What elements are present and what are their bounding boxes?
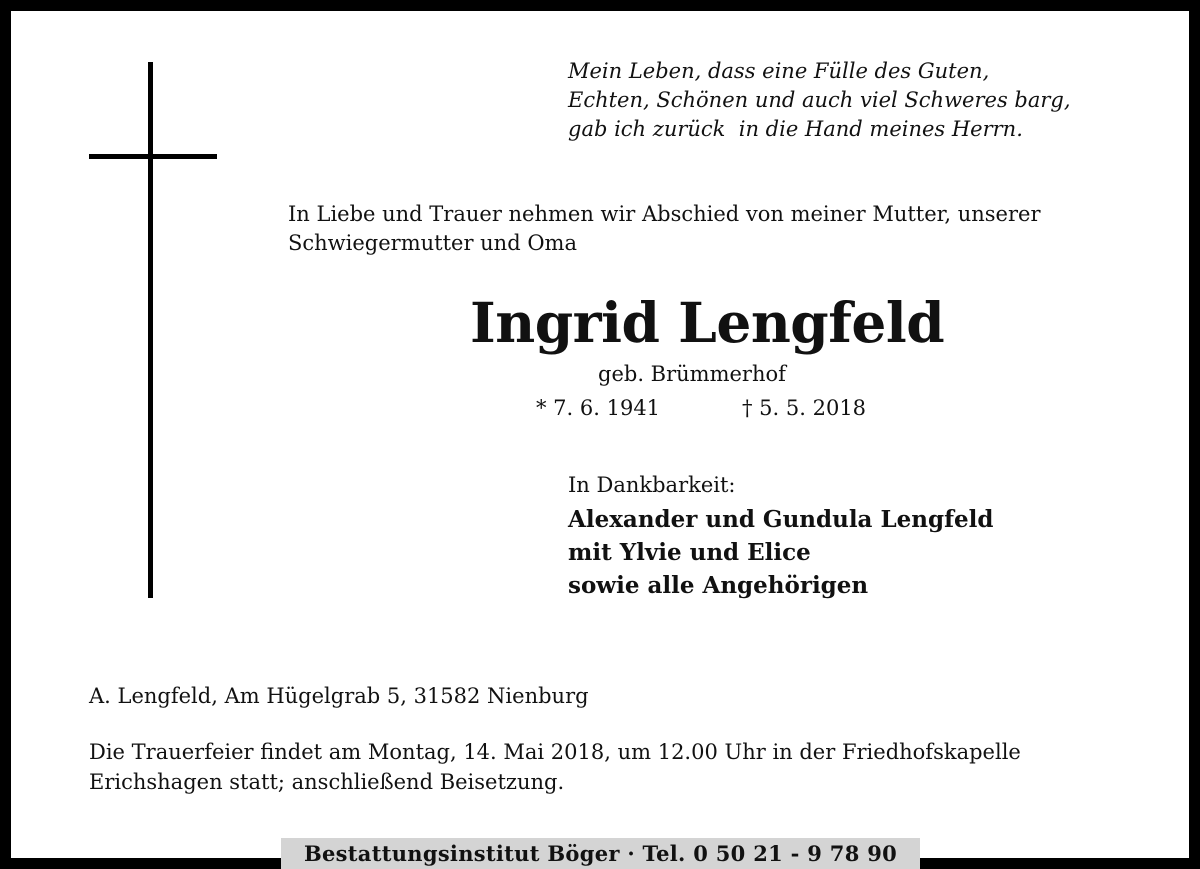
memorial-quote (568, 57, 1071, 144)
quote-line: gab ich zurück in die Hand meines Herrn. (568, 117, 1023, 141)
birth-name: geb. Brümmerhof (598, 362, 786, 386)
mourner-line: sowie alle Angehörigen (568, 572, 869, 599)
quote-line: Echten, Schönen und auch viel Schweres barg, (568, 88, 1071, 112)
mourner-line: mit Ylvie und Elice (568, 539, 811, 566)
funeral-ceremony-notice: Die Trauerfeier findet am Montag, 14. Mai 2018, um 12.00 Uhr in der Friedhofskapelle Erichshagen statt; anschließend Beisetzung. (89, 740, 1021, 794)
birth-date: * 7. 6. 1941 (536, 396, 661, 420)
gratitude-label: In Dankbarkeit: (568, 473, 736, 497)
cross-vertical-beam (148, 62, 153, 598)
death-date: † 5. 5. 2018 (742, 396, 867, 420)
deceased-name: Ingrid Lengfeld (470, 290, 945, 355)
farewell-intro: In Liebe und Trauer nehmen wir Abschied von meiner Mutter, unserer Schwiegermutter und Oma (288, 202, 1041, 255)
cross-horizontal-beam (89, 154, 217, 159)
contact-address: A. Lengfeld, Am Hügelgrab 5, 31582 Nienburg (89, 684, 589, 708)
mourners-list (568, 503, 993, 602)
undertaker-footer: Bestattungsinstitut Böger · Tel. 0 50 21 - 9 78 90 (281, 838, 920, 869)
mourner-line: Alexander und Gundula Lengfeld (568, 506, 994, 533)
quote-line: Mein Leben, dass eine Fülle des Guten, (568, 59, 990, 83)
